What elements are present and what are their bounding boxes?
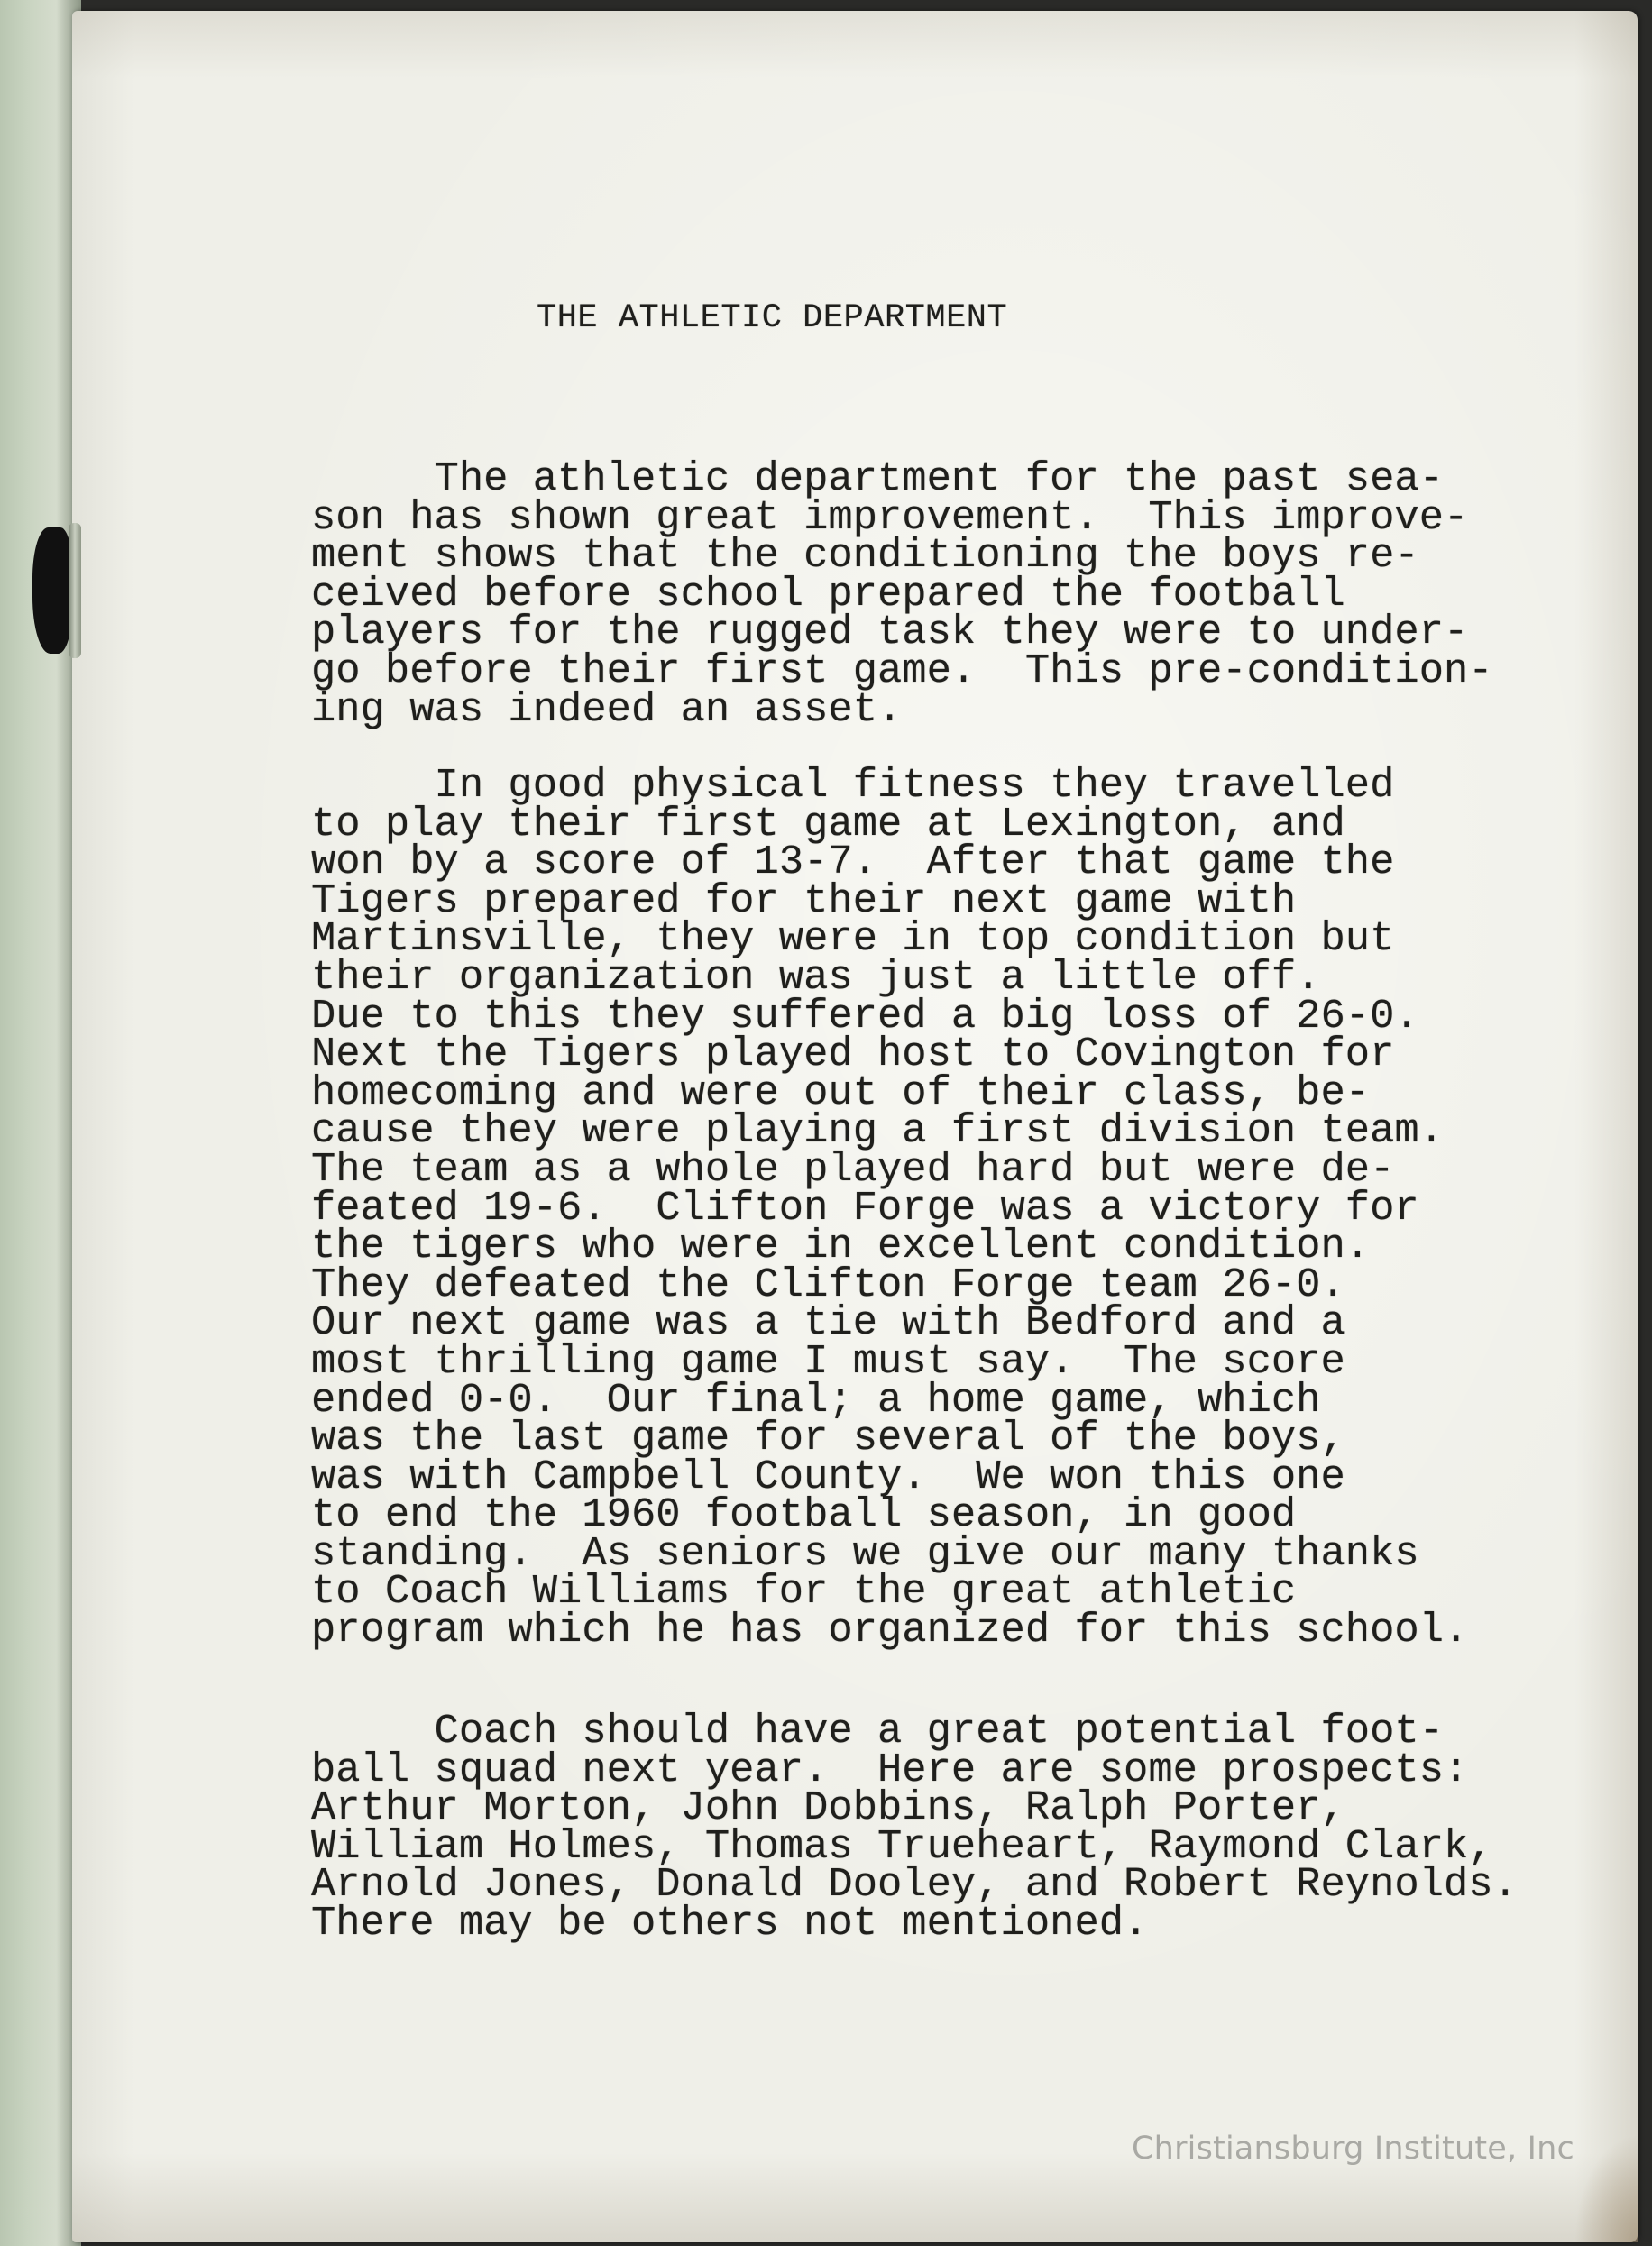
- paragraph-season-recap: In good physical fitness they travelled to play their first game at Lexington, and won by a score of 13-7. After that game the Tigers prepared for their next game with Martinsville, they were in top condition but their organization was just a little off. Due to this they suffered a big loss of 26-0. Next the Tigers played host to Covington for homecoming and were out of their class, be- cause they were playing a first division team. The team as a whole played hard but were de- feated 19-6. Clifton Forge was a victory for the tigers who were in excellent condition. They defeated the Clifton Forge team 26-0. Our next game was a tie with Bedford and a most thrilling game I must say. The score ended 0-0. Our final; a home game, which was the last game for several of the boys, was with Campbell County. We won this one to end the 1960 football season, in good standing. As seniors we give our many thanks to Coach Williams for the great athletic program which he has organized for this school.: [311, 762, 1469, 1655]
- paragraph-prospects: Coach should have a great potential foot- ball squad next year. Here are some prospects: Arthur Morton, John Dobbins, Ralph Porter, William Holmes, Thomas Trueheart, Raymond Clark, Arnold Jones, Donald Dooley, and Robert Reynolds. There may be others not mentioned.: [311, 1708, 1518, 1947]
- page-edge-wear: [1574, 2134, 1638, 2242]
- watermark-credit: Christiansburg Institute, Inc: [1132, 2131, 1574, 2167]
- paragraph-intro: The athletic department for the past sea- son has shown great improvement. This improve- ment shows that the conditioning the boys re- ceived before school prepared the football players for the rugged task they were to under- go before their first game. This pre-condition- ing was indeed an asset.: [311, 455, 1493, 733]
- binding-hole: [32, 527, 72, 654]
- page-title: THE ATHLETIC DEPARTMENT: [537, 299, 1008, 337]
- binding-staple: [69, 523, 81, 658]
